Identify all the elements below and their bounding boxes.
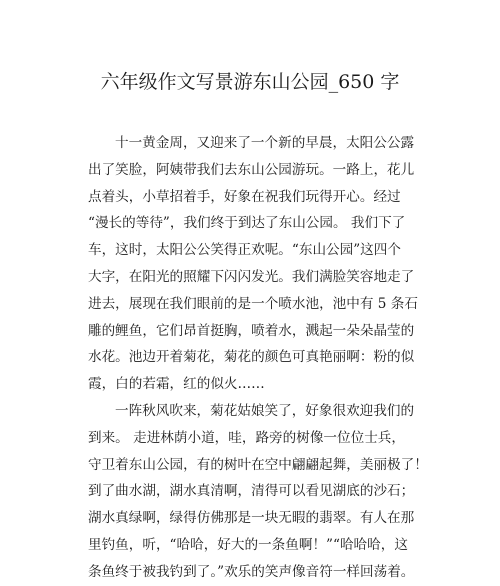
paragraph-line: 到了曲水湖，湖水真清啊，清得可以看见湖底的沙石； [88, 483, 415, 500]
paragraph-line: 湖水真绿啊，绿得仿佛那是一块无暇的翡翠。有人在那 [88, 510, 415, 527]
paragraph-line: 大字，在阳光的照耀下闪闪发光。我们满脸笑容地走了 [88, 268, 415, 285]
paragraph-line: 到来。 走进林荫小道，哇，路旁的树像一位位士兵， [88, 429, 405, 446]
document-title: 六年级作文写景游东山公园_650 字 [100, 71, 400, 93]
paragraph-line: 守卫着东山公园，有的树叶在空中翩翩起舞，美丽极了！ [88, 456, 428, 473]
paragraph-line: 水花。池边开着菊花，菊花的颜色可真艳丽啊：粉的似 [88, 349, 415, 366]
paragraph-line: 出了笑脸，阿姨带我们去东山公园游玩。一路上，花儿 [88, 161, 415, 178]
paragraph-line: “漫长的等待”，我们终于到达了东山公园。 我们下了 [88, 215, 406, 232]
document-body [88, 130, 428, 586]
paragraph-line: 车，这时，太阳公公笑得正欢呢。“东山公园”这四个 [88, 242, 401, 259]
paragraph-line: 点着头，小草招着手，好象在祝我们玩得开心。经过 [88, 188, 401, 205]
paragraph-line: 一阵秋风吹来，菊花姑娘笑了，好象很欢迎我们的 [115, 402, 415, 419]
paragraph-line: 霞，白的若霜，红的似火…… [88, 376, 265, 393]
paragraph-line: 里钓鱼，听，“哈哈，好大的一条鱼啊！”“哈哈哈，这 [88, 536, 408, 553]
paragraph-line: 雕的鲤鱼，它们昂首挺胸，喷着水，溅起一朵朵晶莹的 [88, 322, 415, 339]
paragraph-line: 十一黄金周，又迎来了一个新的早晨，太阳公公露 [115, 135, 415, 151]
paragraph-line: 条鱼终于被我钓到了。”欢乐的笑声像音符一样回荡着。 [88, 563, 415, 580]
paragraph-line: 进去，展现在我们眼前的是一个喷水池，池中有 5 条石 [88, 295, 418, 312]
